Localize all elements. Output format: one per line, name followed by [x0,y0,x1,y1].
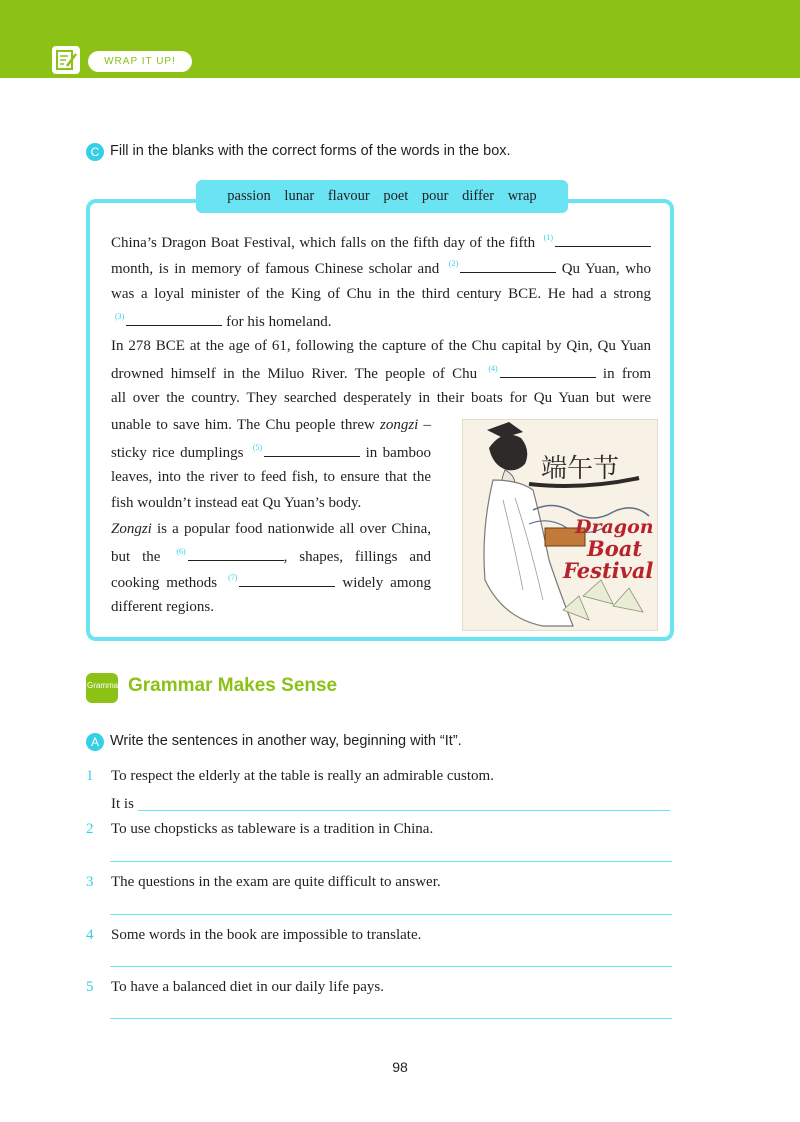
grammar-icon [86,673,121,703]
answer-blank[interactable] [460,260,556,273]
passage-line [111,547,431,567]
passage-text: widely among [335,575,432,591]
word-box-words: passion lunar flavour poet pour differ wrap [227,188,537,204]
section-a-badge: A [86,733,104,751]
passage-text: In 278 BCE at the age of 61, following the capture of the Chu capital by Qin, Qu Yuan [111,338,651,354]
passage-line [111,364,651,384]
answer-line-4[interactable] [110,966,672,967]
passage-italic-word: Zongzi [111,521,152,537]
answer-blank[interactable] [239,574,335,587]
answer-blank[interactable] [500,365,596,378]
answer-prefix: It is [111,796,134,812]
passage-line [111,312,331,332]
passage-text: drowned himself in the Miluo River. The people of Chu [111,366,485,382]
question-number: 4 [86,927,94,943]
passage-line [111,233,651,253]
passage-text: different regions. [111,599,215,615]
section-a-instruction: Write the sentences in another way, beginning with “It”. [110,733,462,749]
passage-text: – [418,417,432,433]
passage-text: in from [595,366,651,382]
edit-note-icon [52,46,80,74]
passage-text: Qu Yuan, who [556,261,652,277]
grammar-icon-label: Grammar [87,681,121,690]
dragon-boat-festival-picture [462,419,658,631]
section-tag: WRAP IT UP! [88,51,192,72]
picture-title-festival: Festival [563,558,654,583]
passage-text: was a loyal minister of the King of Chu in the third century BCE. He had a strong [111,286,651,302]
passage-line [111,390,651,410]
answer-blank[interactable] [126,313,222,326]
answer-line-1[interactable] [138,810,670,811]
passage-text: cooking methods [111,575,225,591]
passage-line [111,469,431,489]
picture-title-boat: Boat [587,536,643,561]
passage-text: but the [111,549,173,565]
passage-text: is a popular food nationwide all over China, [151,521,431,537]
question-number: 2 [86,821,94,837]
passage-line [111,443,431,463]
passage-text: China’s Dragon Boat Festival, which falls on the fifth day of the fifth [111,235,540,251]
blank-number: (7) [228,573,238,582]
passage-text: leaves, into the river to feed fish, to ensure that the [111,469,431,485]
passage-text: for his homeland. [222,314,332,330]
passage-line [111,521,431,541]
passage-text: fish wouldn’t instead eat Qu Yuan’s body. [111,495,362,511]
blank-number: (6) [176,547,186,556]
answer-blank[interactable] [555,234,651,247]
passage-line [111,286,651,306]
answer-blank[interactable] [188,548,284,561]
passage-line [111,599,431,619]
word-box [196,180,568,213]
passage-text: all over the country. They searched desperately in their boats for Qu Yuan but were [111,390,651,406]
blank-number: (5) [252,443,263,452]
passage-text: sticky rice dumplings [111,445,249,461]
passage-text: in bamboo [360,445,431,461]
passage-line [111,338,651,358]
question-text: To use chopsticks as tableware is a tradition in China. [111,821,434,837]
passage-italic-word: zongzi [379,417,419,433]
passage-line [111,495,431,515]
question-text: To respect the elderly at the table is really an admirable custom. [111,768,494,784]
grammar-heading: Grammar Makes Sense [128,675,338,696]
passage-line [111,259,651,279]
page-number: 98 [392,1059,408,1075]
answer-line-2[interactable] [110,861,672,862]
picture-title-dragon: Dragon [575,516,654,538]
question-text: The questions in the exam are quite difficult to answer. [111,874,441,890]
question-text: To have a balanced diet in our daily life pays. [111,979,385,995]
passage-line [111,573,431,593]
question-number: 5 [86,979,94,995]
passage-text: unable to save him. The Chu people threw [111,417,380,433]
answer-line-3[interactable] [110,914,672,915]
answer-line-5[interactable] [110,1018,672,1019]
question-number: 1 [86,768,94,784]
blank-number: (3) [115,312,125,321]
header-bar [0,0,800,78]
question-number: 3 [86,874,94,890]
question-text: Some words in the book are impossible to translate. [111,927,422,943]
picture-chinese-title: 端午节 [541,454,620,484]
blank-number: (1) [543,233,553,242]
passage-text: month, is in memory of famous Chinese scholar and [111,261,445,277]
blank-number: (4) [488,364,498,373]
passage-line [111,417,431,437]
blank-number: (2) [448,259,459,268]
section-c-badge: C [86,143,104,161]
answer-blank[interactable] [264,444,360,457]
passage-text: , shapes, fillings and [283,549,432,565]
section-c-instruction: Fill in the blanks with the correct forms of the words in the box. [110,143,511,159]
